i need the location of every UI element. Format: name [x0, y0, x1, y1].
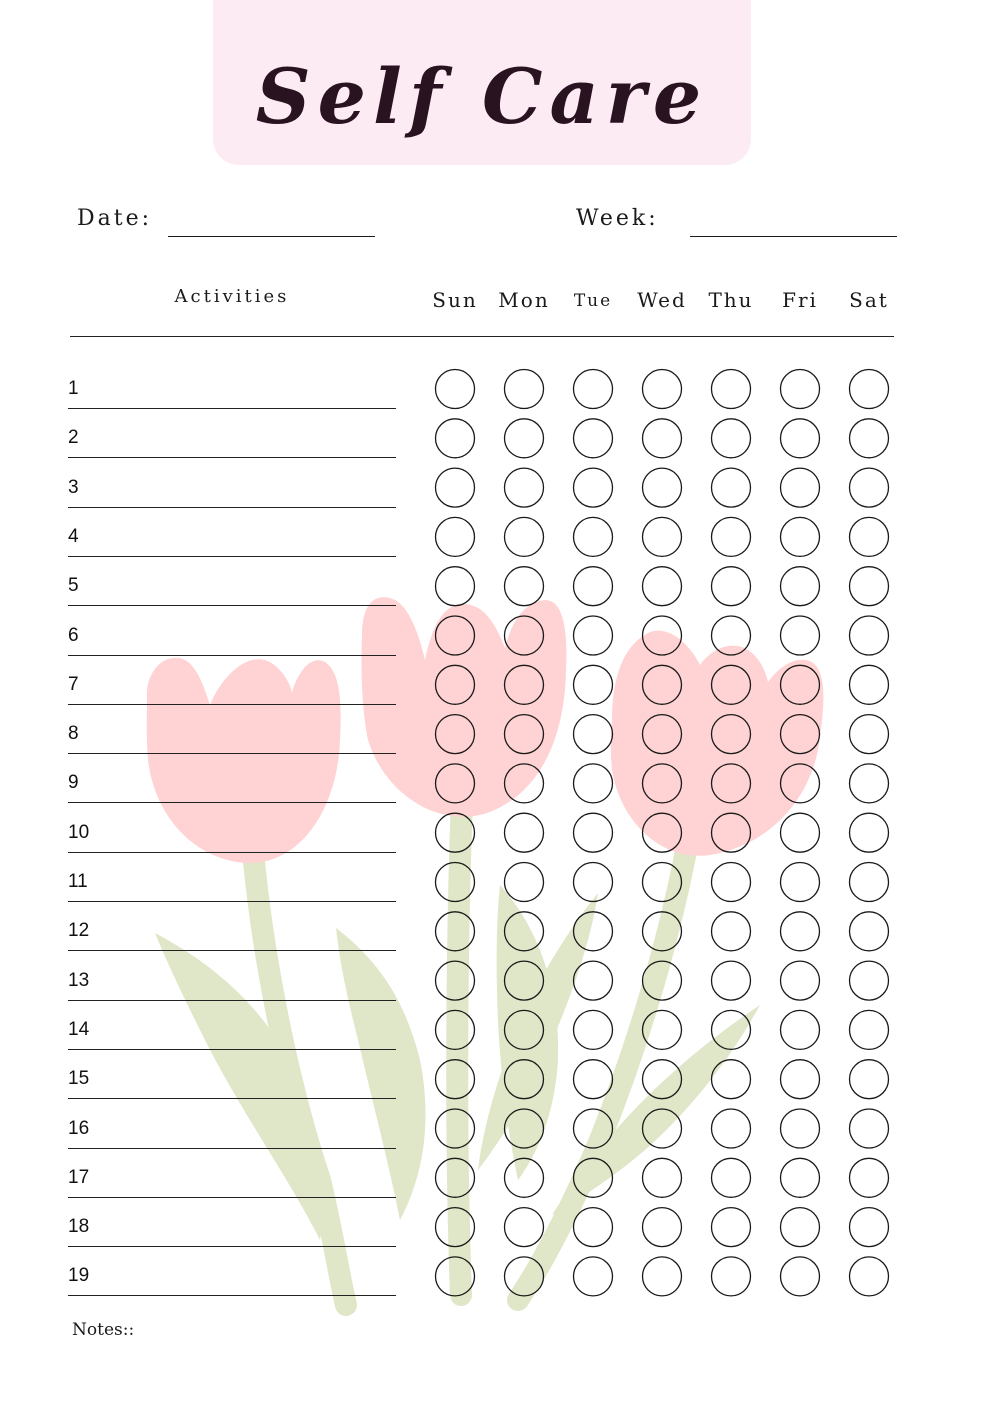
row-number: 18 [68, 1216, 90, 1238]
checkbox-circle-icon[interactable] [712, 1109, 751, 1148]
checkbox-circle-icon[interactable] [712, 961, 751, 1000]
checkbox-circle-icon[interactable] [850, 764, 889, 803]
checkbox-circle-icon[interactable] [850, 419, 889, 458]
checkbox-circle-icon[interactable] [643, 764, 682, 803]
checkbox-circle-icon[interactable] [574, 912, 613, 951]
checkbox-circle-icon[interactable] [712, 567, 751, 606]
checkbox-circle-icon[interactable] [505, 1109, 544, 1148]
day-header-tue: Tue [573, 291, 613, 311]
row-number: 2 [68, 427, 79, 449]
checkbox-circle-icon[interactable] [574, 419, 613, 458]
row-number: 4 [68, 525, 79, 547]
checkbox-circle-icon[interactable] [505, 1158, 544, 1197]
checkbox-circle-icon[interactable] [643, 1257, 682, 1296]
day-header-wed: Wed [637, 288, 687, 312]
checkbox-circle-icon[interactable] [574, 1010, 613, 1049]
day-header-mon: Mon [498, 288, 550, 312]
checkbox-circle-icon[interactable] [781, 616, 820, 655]
checkbox-circle-icon[interactable] [850, 912, 889, 951]
checkbox-circle-icon[interactable] [850, 715, 889, 754]
checkbox-circle-icon[interactable] [505, 813, 544, 852]
checkbox-circle-icon[interactable] [712, 715, 751, 754]
checkbox-circle-icon[interactable] [505, 1208, 544, 1247]
checkbox-circle-icon[interactable] [643, 912, 682, 951]
checkbox-circle-icon[interactable] [712, 468, 751, 507]
checkbox-circle-icon[interactable] [643, 567, 682, 606]
checkbox-circle-icon[interactable] [574, 764, 613, 803]
checkbox-circle-icon[interactable] [505, 764, 544, 803]
checkbox-circle-icon[interactable] [643, 517, 682, 556]
checkbox-circle-icon[interactable] [436, 517, 475, 556]
checkbox-circle-icon[interactable] [781, 419, 820, 458]
checkbox-circle-icon[interactable] [574, 715, 613, 754]
checkbox-circle-icon[interactable] [574, 1060, 613, 1099]
checkbox-circle-icon[interactable] [574, 567, 613, 606]
checkbox-circle-icon[interactable] [712, 665, 751, 704]
checkbox-circle-icon[interactable] [436, 370, 475, 409]
checkbox-circle-icon[interactable] [712, 1060, 751, 1099]
checkbox-circle-icon[interactable] [712, 912, 751, 951]
checkbox-circle-icon[interactable] [712, 1257, 751, 1296]
checkbox-circle-icon[interactable] [850, 813, 889, 852]
checkbox-circle-icon[interactable] [436, 1208, 475, 1247]
checkbox-circle-icon[interactable] [850, 468, 889, 507]
row-number: 19 [68, 1265, 90, 1287]
checkbox-circle-icon[interactable] [643, 468, 682, 507]
checkbox-circle-icon[interactable] [505, 616, 544, 655]
checkbox-circle-icon[interactable] [712, 419, 751, 458]
checkbox-circle-icon[interactable] [850, 1060, 889, 1099]
checkbox-circle-icon[interactable] [850, 616, 889, 655]
row-number: 11 [68, 871, 88, 892]
checkbox-circle-icon[interactable] [505, 419, 544, 458]
checkbox-circle-icon[interactable] [436, 616, 475, 655]
row-number: 12 [68, 920, 90, 942]
checkbox-circle-icon[interactable] [436, 863, 475, 902]
row-number: 1 [68, 378, 79, 399]
checkbox-circle-icon[interactable] [850, 567, 889, 606]
checkbox-circle-icon[interactable] [712, 863, 751, 902]
checkbox-circle-icon[interactable] [436, 665, 475, 704]
checkbox-circle-icon[interactable] [436, 813, 475, 852]
checkbox-circle-icon[interactable] [574, 517, 613, 556]
checkbox-circle-icon[interactable] [781, 665, 820, 704]
checkbox-circle-icon[interactable] [574, 616, 613, 655]
checkbox-circle-icon[interactable] [436, 1158, 475, 1197]
checkbox-circle-icon[interactable] [781, 1257, 820, 1296]
page-title: Self Care [255, 52, 709, 141]
checkbox-circle-icon[interactable] [781, 813, 820, 852]
checkbox-circle-icon[interactable] [643, 1158, 682, 1197]
checkbox-circle-icon[interactable] [574, 813, 613, 852]
checkbox-circle-icon[interactable] [781, 764, 820, 803]
row-number: 3 [68, 476, 79, 498]
checkbox-circle-icon[interactable] [574, 1208, 613, 1247]
checkbox-circle-icon[interactable] [850, 863, 889, 902]
checkbox-circle-icon[interactable] [781, 567, 820, 606]
checkbox-circle-icon[interactable] [781, 1010, 820, 1049]
checkbox-circle-icon[interactable] [574, 1158, 613, 1197]
checkbox-circle-icon[interactable] [505, 863, 544, 902]
checkbox-circle-icon[interactable] [781, 715, 820, 754]
checkbox-circle-icon[interactable] [850, 1208, 889, 1247]
checkbox-circle-icon[interactable] [505, 961, 544, 1000]
checkbox-circle-icon[interactable] [643, 665, 682, 704]
checkbox-circle-icon[interactable] [712, 616, 751, 655]
checkbox-circle-icon[interactable] [643, 370, 682, 409]
checkbox-circle-icon[interactable] [574, 370, 613, 409]
row-number: 6 [68, 624, 79, 646]
checkbox-circle-icon[interactable] [850, 665, 889, 704]
checkbox-circle-icon[interactable] [436, 961, 475, 1000]
checkbox-circle-icon[interactable] [781, 517, 820, 556]
row-number: 8 [68, 723, 79, 745]
checkbox-circle-icon[interactable] [781, 1109, 820, 1148]
checkbox-circle-icon[interactable] [643, 1109, 682, 1148]
checkbox-circle-icon[interactable] [574, 1109, 613, 1148]
checkbox-circle-icon[interactable] [850, 1010, 889, 1049]
checkbox-circle-icon[interactable] [781, 1208, 820, 1247]
checkbox-circle-icon[interactable] [712, 1208, 751, 1247]
checkbox-circle-icon[interactable] [505, 1010, 544, 1049]
checkbox-circle-icon[interactable] [850, 1257, 889, 1296]
checkbox-circle-icon[interactable] [781, 1060, 820, 1099]
checkbox-circle-icon[interactable] [643, 419, 682, 458]
checkbox-circle-icon[interactable] [643, 961, 682, 1000]
row-number: 16 [68, 1117, 90, 1139]
row-number: 13 [68, 969, 90, 991]
checkbox-circle-icon[interactable] [643, 1010, 682, 1049]
checkbox-circle-icon[interactable] [643, 1208, 682, 1247]
checkbox-circle-icon[interactable] [574, 665, 613, 704]
checkbox-circle-icon[interactable] [574, 468, 613, 507]
checkbox-circle-icon[interactable] [643, 715, 682, 754]
checkbox-circle-icon[interactable] [712, 517, 751, 556]
day-header-sun: Sun [432, 288, 478, 312]
checkbox-circle-icon[interactable] [505, 715, 544, 754]
notes-label: Notes:: [72, 1320, 135, 1340]
checkbox-circle-icon[interactable] [850, 1109, 889, 1148]
week-label: Week: [576, 206, 659, 231]
checkbox-circle-icon[interactable] [850, 370, 889, 409]
checkbox-circle-icon[interactable] [436, 1257, 475, 1296]
row-number: 9 [68, 772, 79, 794]
checkbox-circle-icon[interactable] [505, 1060, 544, 1099]
checkbox-circle-icon[interactable] [574, 1257, 613, 1296]
checkbox-circle-icon[interactable] [574, 863, 613, 902]
checkbox-circle-icon[interactable] [436, 1109, 475, 1148]
row-number: 15 [68, 1068, 90, 1090]
day-header-fri: Fri [782, 288, 818, 312]
checkbox-circle-icon[interactable] [505, 1257, 544, 1296]
checkbox-circle-icon[interactable] [712, 764, 751, 803]
checkbox-circle-icon[interactable] [505, 517, 544, 556]
row-number: 17 [68, 1166, 90, 1188]
checkbox-circle-icon[interactable] [643, 1060, 682, 1099]
checkbox-circle-icon[interactable] [781, 912, 820, 951]
checkbox-circle-icon[interactable] [574, 961, 613, 1000]
checkbox-circle-icon[interactable] [505, 912, 544, 951]
checkbox-circle-icon[interactable] [643, 616, 682, 655]
checkbox-circle-icon[interactable] [436, 912, 475, 951]
checkbox-circle-icon[interactable] [436, 468, 475, 507]
checkbox-circle-icon[interactable] [436, 419, 475, 458]
activities-header: Activities [174, 286, 290, 307]
date-label: Date: [77, 206, 153, 231]
checkbox-circle-icon[interactable] [712, 1010, 751, 1049]
checkbox-circle-icon[interactable] [850, 517, 889, 556]
day-header-sat: Sat [849, 288, 889, 312]
checkbox-circle-icon[interactable] [781, 863, 820, 902]
checkbox-circle-icon[interactable] [505, 468, 544, 507]
checkbox-circle-icon[interactable] [505, 567, 544, 606]
row-number: 14 [68, 1018, 90, 1040]
checkbox-circle-icon[interactable] [850, 1158, 889, 1197]
checkbox-circle-icon[interactable] [436, 1060, 475, 1099]
checkbox-circle-icon[interactable] [781, 961, 820, 1000]
checkbox-circle-icon[interactable] [712, 370, 751, 409]
checkbox-circle-icon[interactable] [850, 961, 889, 1000]
checkbox-circle-icon[interactable] [436, 715, 475, 754]
checkbox-circle-icon[interactable] [643, 813, 682, 852]
checkbox-circle-icon[interactable] [781, 468, 820, 507]
checkbox-circle-icon[interactable] [781, 370, 820, 409]
checkbox-circle-icon[interactable] [505, 665, 544, 704]
checkbox-circle-icon[interactable] [505, 370, 544, 409]
checkbox-circle-icon[interactable] [643, 863, 682, 902]
checkbox-circle-icon[interactable] [436, 1010, 475, 1049]
row-number: 5 [68, 575, 79, 597]
checkbox-circle-icon[interactable] [436, 567, 475, 606]
row-number: 7 [68, 673, 79, 695]
row-number: 10 [68, 821, 90, 843]
checkbox-circle-icon[interactable] [781, 1158, 820, 1197]
day-header-thu: Thu [708, 288, 754, 312]
checkbox-circle-icon[interactable] [436, 764, 475, 803]
checkbox-circle-icon[interactable] [712, 813, 751, 852]
checkbox-circle-icon[interactable] [712, 1158, 751, 1197]
